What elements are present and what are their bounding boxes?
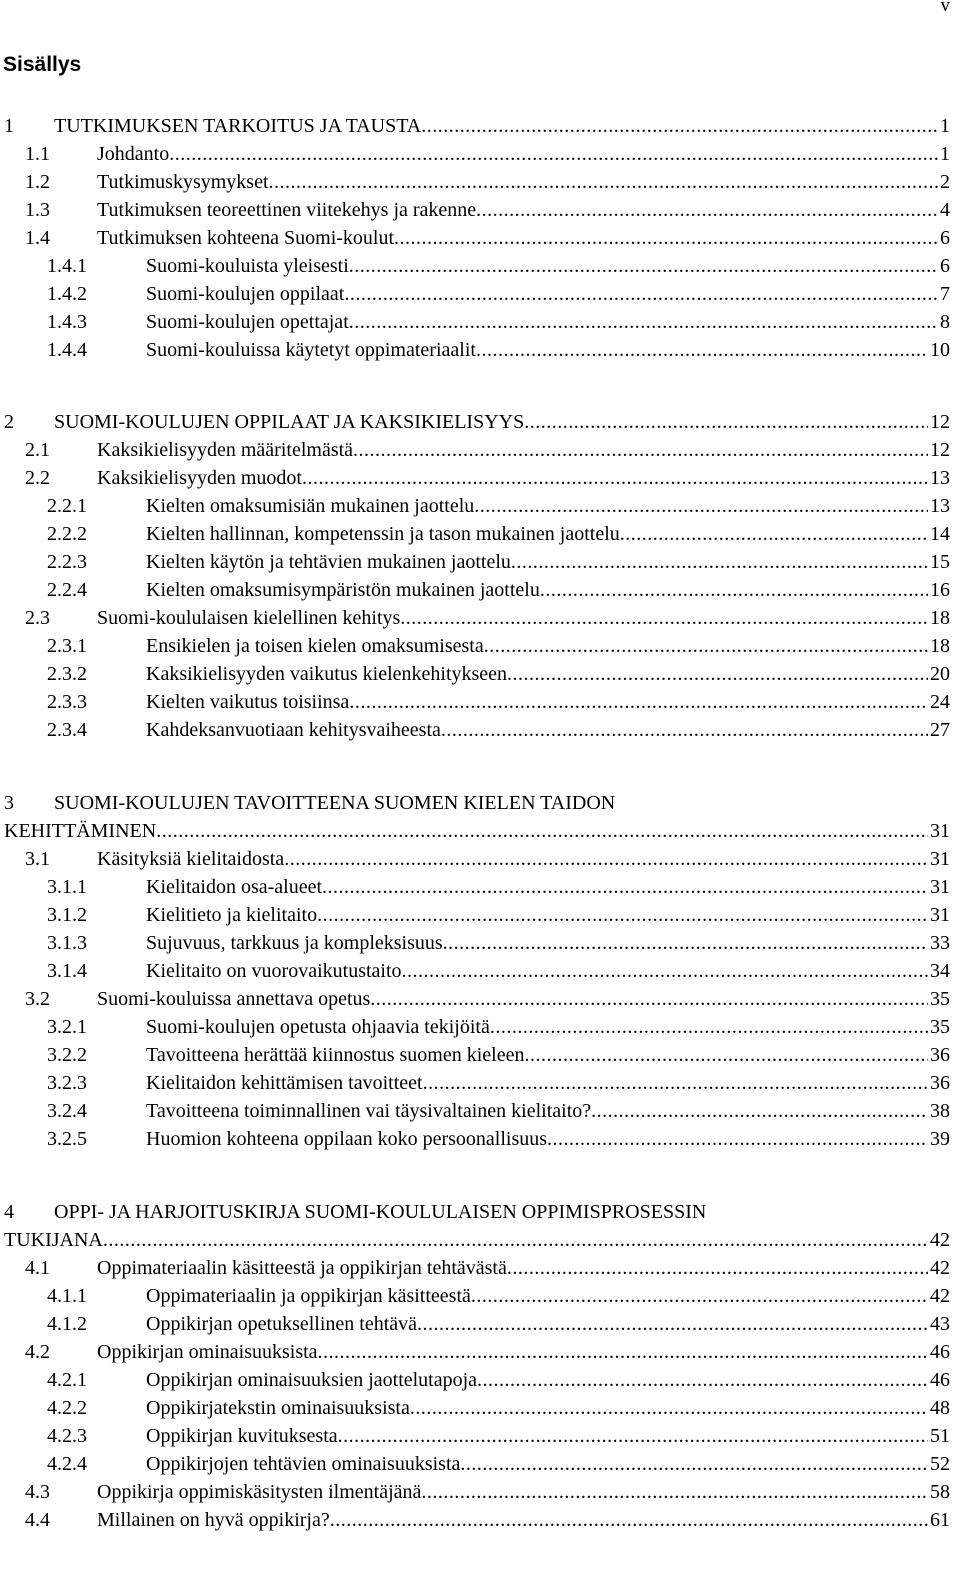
toc-entry[interactable] (0, 1338, 960, 1366)
toc-entry-title: Kielten omaksumisympäristön mukainen jaottelu (146, 579, 540, 601)
toc-entry[interactable] (0, 1394, 960, 1422)
toc-entry-number: 2 (4, 411, 14, 433)
toc-entry-number: 3.2.3 (47, 1072, 87, 1094)
dot-leader (322, 873, 928, 901)
dot-leader (284, 845, 928, 873)
toc-entry[interactable] (0, 1226, 960, 1254)
toc-entry-title: Tutkimuksen kohteena Suomi-koulut (97, 227, 395, 249)
toc-entry-title: Oppikirjan opetuksellinen tehtävä (146, 1313, 418, 1335)
dot-leader (620, 520, 928, 548)
page-number: v (940, 0, 950, 16)
toc-entry-page: 35 (930, 1016, 950, 1038)
dot-leader (330, 1506, 928, 1534)
toc-entry-number: 4.2 (25, 1341, 50, 1363)
toc-entry-title: Sujuvuus, tarkkuus ja kompleksisuus (146, 932, 443, 954)
dot-leader (540, 576, 928, 604)
toc-entry-title: Kielten hallinnan, kompetenssin ja tason mukainen jaottelu (146, 523, 620, 545)
toc-entry-page: 39 (930, 1128, 950, 1150)
dot-leader (349, 252, 938, 280)
toc-entry[interactable] (0, 1282, 960, 1310)
toc-entry[interactable] (0, 957, 960, 985)
dot-leader (460, 1450, 928, 1478)
dot-leader (471, 1282, 928, 1310)
dot-leader (474, 492, 928, 520)
toc-entry-number: 4.2.1 (47, 1369, 87, 1391)
toc-entry-title: Suomi-koulujen oppilaat (146, 283, 345, 305)
toc-entry[interactable] (0, 576, 960, 604)
toc-entry-page: 61 (930, 1509, 950, 1531)
toc-entry-title: Oppikirjan kuvituksesta (146, 1425, 338, 1447)
toc-entry-page: 33 (930, 932, 950, 954)
toc-entry[interactable] (0, 492, 960, 520)
toc-entry-page: 31 (930, 876, 950, 898)
toc-entry-page: 35 (930, 988, 950, 1010)
toc-entry-number: 3.1.4 (47, 960, 87, 982)
toc-entry[interactable] (0, 901, 960, 929)
dot-leader (400, 604, 928, 632)
toc-entry-page: 6 (940, 255, 950, 277)
dot-leader (318, 1338, 928, 1366)
toc-entry-title: Kaksikielisyyden määritelmästä (97, 439, 354, 461)
dot-leader (269, 168, 938, 196)
toc-entry-number: 1.4.4 (47, 339, 87, 361)
toc-entry-number: 2.3.3 (47, 691, 87, 713)
toc-entry-page: 42 (930, 1257, 950, 1279)
toc-entry[interactable] (0, 308, 960, 336)
toc-entry-number: 3.2.4 (47, 1100, 87, 1122)
toc-entry-page: 42 (930, 1229, 950, 1251)
toc-entry[interactable] (0, 224, 960, 252)
toc-entry[interactable] (0, 1198, 960, 1226)
toc-entry-page: 1 (940, 115, 950, 137)
toc-entry-title: Kielitaito on vuorovaikutustaito (146, 960, 402, 982)
dot-leader (156, 817, 928, 845)
toc-entry-page: 31 (930, 820, 950, 842)
toc-entry-page: 14 (930, 523, 950, 545)
dot-leader (507, 1254, 928, 1282)
toc-entry-number: 4.1 (25, 1257, 50, 1279)
toc-entry[interactable] (0, 336, 960, 364)
toc-entry-title: Suomi-kouluissa käytetyt oppimateriaalit (146, 339, 476, 361)
dot-leader (417, 1310, 928, 1338)
dot-leader (511, 548, 928, 576)
dot-leader (402, 957, 928, 985)
toc-entry-number: 3.2.2 (47, 1044, 87, 1066)
toc-entry[interactable] (0, 436, 960, 464)
toc-entry[interactable] (0, 1506, 960, 1534)
toc-entry[interactable] (0, 1310, 960, 1338)
toc-entry-page: 16 (930, 579, 950, 601)
toc-entry-title: Oppimateriaalin käsitteestä ja oppikirjan tehtävästä (97, 1257, 507, 1279)
toc-entry-page: 31 (930, 848, 950, 870)
dot-leader (421, 1478, 928, 1506)
toc-entry-title: Suomi-koulujen opettajat (146, 311, 349, 333)
toc-entry[interactable] (0, 1422, 960, 1450)
toc-entry[interactable] (0, 716, 960, 744)
toc-entry-page: 58 (930, 1481, 950, 1503)
toc-entry-title: Oppimateriaalin ja oppikirjan käsitteestä (146, 1285, 471, 1307)
toc-entry-number: 2.2.2 (47, 523, 87, 545)
toc-entry-number: 2.3 (25, 607, 50, 629)
toc-entry-page: 18 (930, 635, 950, 657)
toc-entry-title: Kahdeksanvuotiaan kehitysvaiheesta (146, 719, 441, 741)
dot-leader (476, 336, 928, 364)
dot-leader (443, 929, 928, 957)
toc-entry-number: 1.3 (25, 199, 50, 221)
toc-entry-number: 4 (4, 1201, 14, 1223)
toc-entry[interactable] (0, 1478, 960, 1506)
toc-entry[interactable] (0, 1366, 960, 1394)
toc-entry[interactable] (0, 408, 960, 436)
page-title: Sisällys (3, 53, 82, 76)
toc-entry-title: Oppikirja oppimiskäsitysten ilmentäjänä (97, 1481, 422, 1503)
toc-entry-page: 34 (930, 960, 950, 982)
toc-entry-number: 4.4 (25, 1509, 50, 1531)
toc-entry-page: 6 (940, 227, 950, 249)
toc-entry-number: 3.2.5 (47, 1128, 87, 1150)
toc-entry-page: 20 (930, 663, 950, 685)
dot-leader (338, 1422, 928, 1450)
dot-leader (317, 901, 928, 929)
dot-leader (547, 1125, 928, 1153)
toc-entry[interactable] (0, 789, 960, 817)
toc-entry-number: 4.1.2 (47, 1313, 87, 1335)
toc-entry[interactable] (0, 280, 960, 308)
toc-entry-number: 4.1.1 (47, 1285, 87, 1307)
toc-entry-page: 7 (940, 283, 950, 305)
toc-entry-number: 2.2.4 (47, 579, 87, 601)
toc-entry-page: 24 (930, 691, 950, 713)
toc-entry-number: 2.1 (25, 439, 50, 461)
toc-entry-title: Tavoitteena toiminnallinen vai täysivaltainen kielitaito? (146, 1100, 592, 1122)
dot-leader (524, 1041, 928, 1069)
toc-entry-page: 13 (930, 467, 950, 489)
toc-entry-title: Kielitaidon osa-alueet (146, 876, 323, 898)
toc-entry-page: 27 (930, 719, 950, 741)
toc-entry-title: Tavoitteena herättää kiinnostus suomen kieleen (146, 1044, 525, 1066)
toc-entry-title: Suomi-kouluissa annettava opetus (97, 988, 371, 1010)
toc-entry[interactable] (0, 1254, 960, 1282)
toc-entry-page: 51 (930, 1425, 950, 1447)
toc-entry-page: 12 (930, 439, 950, 461)
toc-entry-number: 3.2.1 (47, 1016, 87, 1038)
toc-entry[interactable] (0, 140, 960, 168)
toc-entry-number: 4.2.3 (47, 1425, 87, 1447)
toc-entry[interactable] (0, 112, 960, 140)
toc-entry-number: 1.4 (25, 227, 50, 249)
toc-entry-title: Käsityksiä kielitaidosta (97, 848, 285, 870)
toc-entry[interactable] (0, 660, 960, 688)
toc-entry-page: 48 (930, 1397, 950, 1419)
toc-entry-title: SUOMI-KOULUJEN TAVOITTEENA SUOMEN KIELEN TAIDON (54, 792, 616, 814)
toc-entry-number: 2.2 (25, 467, 50, 489)
toc-entry[interactable] (0, 168, 960, 196)
toc-entry-number: 1 (4, 115, 14, 137)
toc-entry-number: 1.1 (25, 143, 50, 165)
toc-entry-title: KEHITTÄMINEN (4, 820, 157, 842)
toc-entry-number: 4.3 (25, 1481, 50, 1503)
toc-entry-number: 4.2.2 (47, 1397, 87, 1419)
toc-entry-number: 3.1.2 (47, 904, 87, 926)
toc-entry-number: 2.2.3 (47, 551, 87, 573)
toc-entry-title: Kielitaidon kehittämisen tavoitteet (146, 1072, 423, 1094)
toc-entry-title: Suomi-koululaisen kielellinen kehitys (97, 607, 401, 629)
dot-leader (591, 1097, 928, 1125)
toc-entry-page: 36 (930, 1044, 950, 1066)
toc-entry-title: Suomi-koulujen opetusta ohjaavia tekijöitä (146, 1016, 490, 1038)
dot-leader (344, 280, 938, 308)
toc-entry-number: 2.3.1 (47, 635, 87, 657)
toc-entry[interactable] (0, 929, 960, 957)
toc-entry-title: Tutkimuksen teoreettinen viitekehys ja rakenne (97, 199, 477, 221)
dot-leader (476, 196, 938, 224)
toc-entry-title: OPPI- JA HARJOITUSKIRJA SUOMI-KOULULAISEN OPPIMISPROSESSIN (54, 1201, 707, 1223)
dot-leader (169, 140, 938, 168)
toc-entry[interactable] (0, 1125, 960, 1153)
dot-leader (349, 308, 938, 336)
toc-entry-number: 3 (4, 792, 14, 814)
toc-entry-title: Kaksikielisyyden vaikutus kielenkehitykseen (146, 663, 508, 685)
toc-entry-page: 15 (930, 551, 950, 573)
toc-entry-number: 3.1.1 (47, 876, 87, 898)
toc-entry[interactable] (0, 845, 960, 873)
toc-entry-title: Oppikirjojen tehtävien ominaisuuksista (146, 1453, 461, 1475)
dot-leader (349, 688, 928, 716)
dot-leader (302, 464, 928, 492)
toc-entry-title: Kielten omaksumisiän mukainen jaottelu (146, 495, 475, 517)
toc-entry-page: 1 (940, 143, 950, 165)
toc-entry-number: 1.4.3 (47, 311, 87, 333)
dot-leader (441, 716, 928, 744)
dot-leader (410, 1394, 928, 1422)
toc-entry-page: 8 (940, 311, 950, 333)
dot-leader (484, 632, 928, 660)
toc-entry[interactable] (0, 1097, 960, 1125)
toc-entry-number: 2.3.4 (47, 719, 87, 741)
toc-entry-page: 38 (930, 1100, 950, 1122)
toc-entry[interactable] (0, 520, 960, 548)
toc-entry-number: 1.2 (25, 171, 50, 193)
toc-entry-page: 52 (930, 1453, 950, 1475)
toc-entry-page: 13 (930, 495, 950, 517)
toc-entry-number: 3.1 (25, 848, 50, 870)
toc-entry-number: 3.1.3 (47, 932, 87, 954)
toc-entry[interactable] (0, 985, 960, 1013)
toc-entry-title: Kielten vaikutus toisiinsa (146, 691, 350, 713)
toc-entry-page: 46 (930, 1369, 950, 1391)
toc-entry-title: Suomi-kouluista yleisesti (146, 255, 349, 277)
toc-entry-title: SUOMI-KOULUJEN OPPILAAT JA KAKSIKIELISYYS (54, 411, 525, 433)
toc-entry[interactable] (0, 548, 960, 576)
toc-entry-title: Kaksikielisyyden muodot (97, 467, 302, 489)
toc-entry-title: Kielitieto ja kielitaito (146, 904, 318, 926)
toc-entry-page: 31 (930, 904, 950, 926)
dot-leader (507, 660, 928, 688)
toc-entry-number: 2.2.1 (47, 495, 87, 517)
toc-entry-page: 42 (930, 1285, 950, 1307)
dot-leader (423, 1069, 928, 1097)
toc-entry-number: 4.2.4 (47, 1453, 87, 1475)
toc-entry-page: 10 (930, 339, 950, 361)
toc-entry-page: 36 (930, 1072, 950, 1094)
toc-entry-page: 4 (940, 199, 950, 221)
dot-leader (524, 408, 928, 436)
toc-entry-title: Huomion kohteena oppilaan koko persoonallisuus (146, 1128, 548, 1150)
toc-entry-title: Kielten käytön ja tehtävien mukainen jaottelu (146, 551, 511, 573)
toc-entry[interactable] (0, 252, 960, 280)
toc-entry-title: Tutkimuskysymykset (97, 171, 269, 193)
toc-entry-page: 18 (930, 607, 950, 629)
toc-entry[interactable] (0, 688, 960, 716)
toc-entry-number: 3.2 (25, 988, 50, 1010)
dot-leader (370, 985, 928, 1013)
toc-entry-number: 2.3.2 (47, 663, 87, 685)
dot-leader (394, 224, 938, 252)
toc-entry-title: Johdanto (97, 143, 170, 165)
toc-entry-page: 43 (930, 1313, 950, 1335)
toc-entry-title: Ensikielen ja toisen kielen omaksumisesta (146, 635, 484, 657)
toc-entry-title: TUTKIMUKSEN TARKOITUS JA TAUSTA (54, 115, 422, 137)
dot-leader (490, 1013, 928, 1041)
toc-entry-title: TUKIJANA (4, 1229, 103, 1251)
toc-entry[interactable] (0, 817, 960, 845)
toc-entry-page: 46 (930, 1341, 950, 1363)
toc-entry[interactable] (0, 1013, 960, 1041)
dot-leader (353, 436, 928, 464)
toc-entry[interactable] (0, 1041, 960, 1069)
toc-entry-title: Oppikirjan ominaisuuksista (97, 1341, 318, 1363)
toc-entry-page: 12 (930, 411, 950, 433)
toc-entry[interactable] (0, 1069, 960, 1097)
toc-entry[interactable] (0, 1450, 960, 1478)
dot-leader (477, 1366, 928, 1394)
dot-leader (103, 1226, 928, 1254)
toc-entry[interactable] (0, 873, 960, 901)
toc-entry-page: 2 (940, 171, 950, 193)
toc-entry[interactable] (0, 196, 960, 224)
toc-entry[interactable] (0, 464, 960, 492)
toc-entry-title: Millainen on hyvä oppikirja? (97, 1509, 330, 1531)
dot-leader (421, 112, 938, 140)
toc-entry-number: 1.4.2 (47, 283, 87, 305)
toc-entry-number: 1.4.1 (47, 255, 87, 277)
toc-entry-title: Oppikirjan ominaisuuksien jaottelutapoja (146, 1369, 478, 1391)
toc-entry[interactable] (0, 604, 960, 632)
toc-entry-title: Oppikirjatekstin ominaisuuksista (146, 1397, 410, 1419)
toc-entry[interactable] (0, 632, 960, 660)
